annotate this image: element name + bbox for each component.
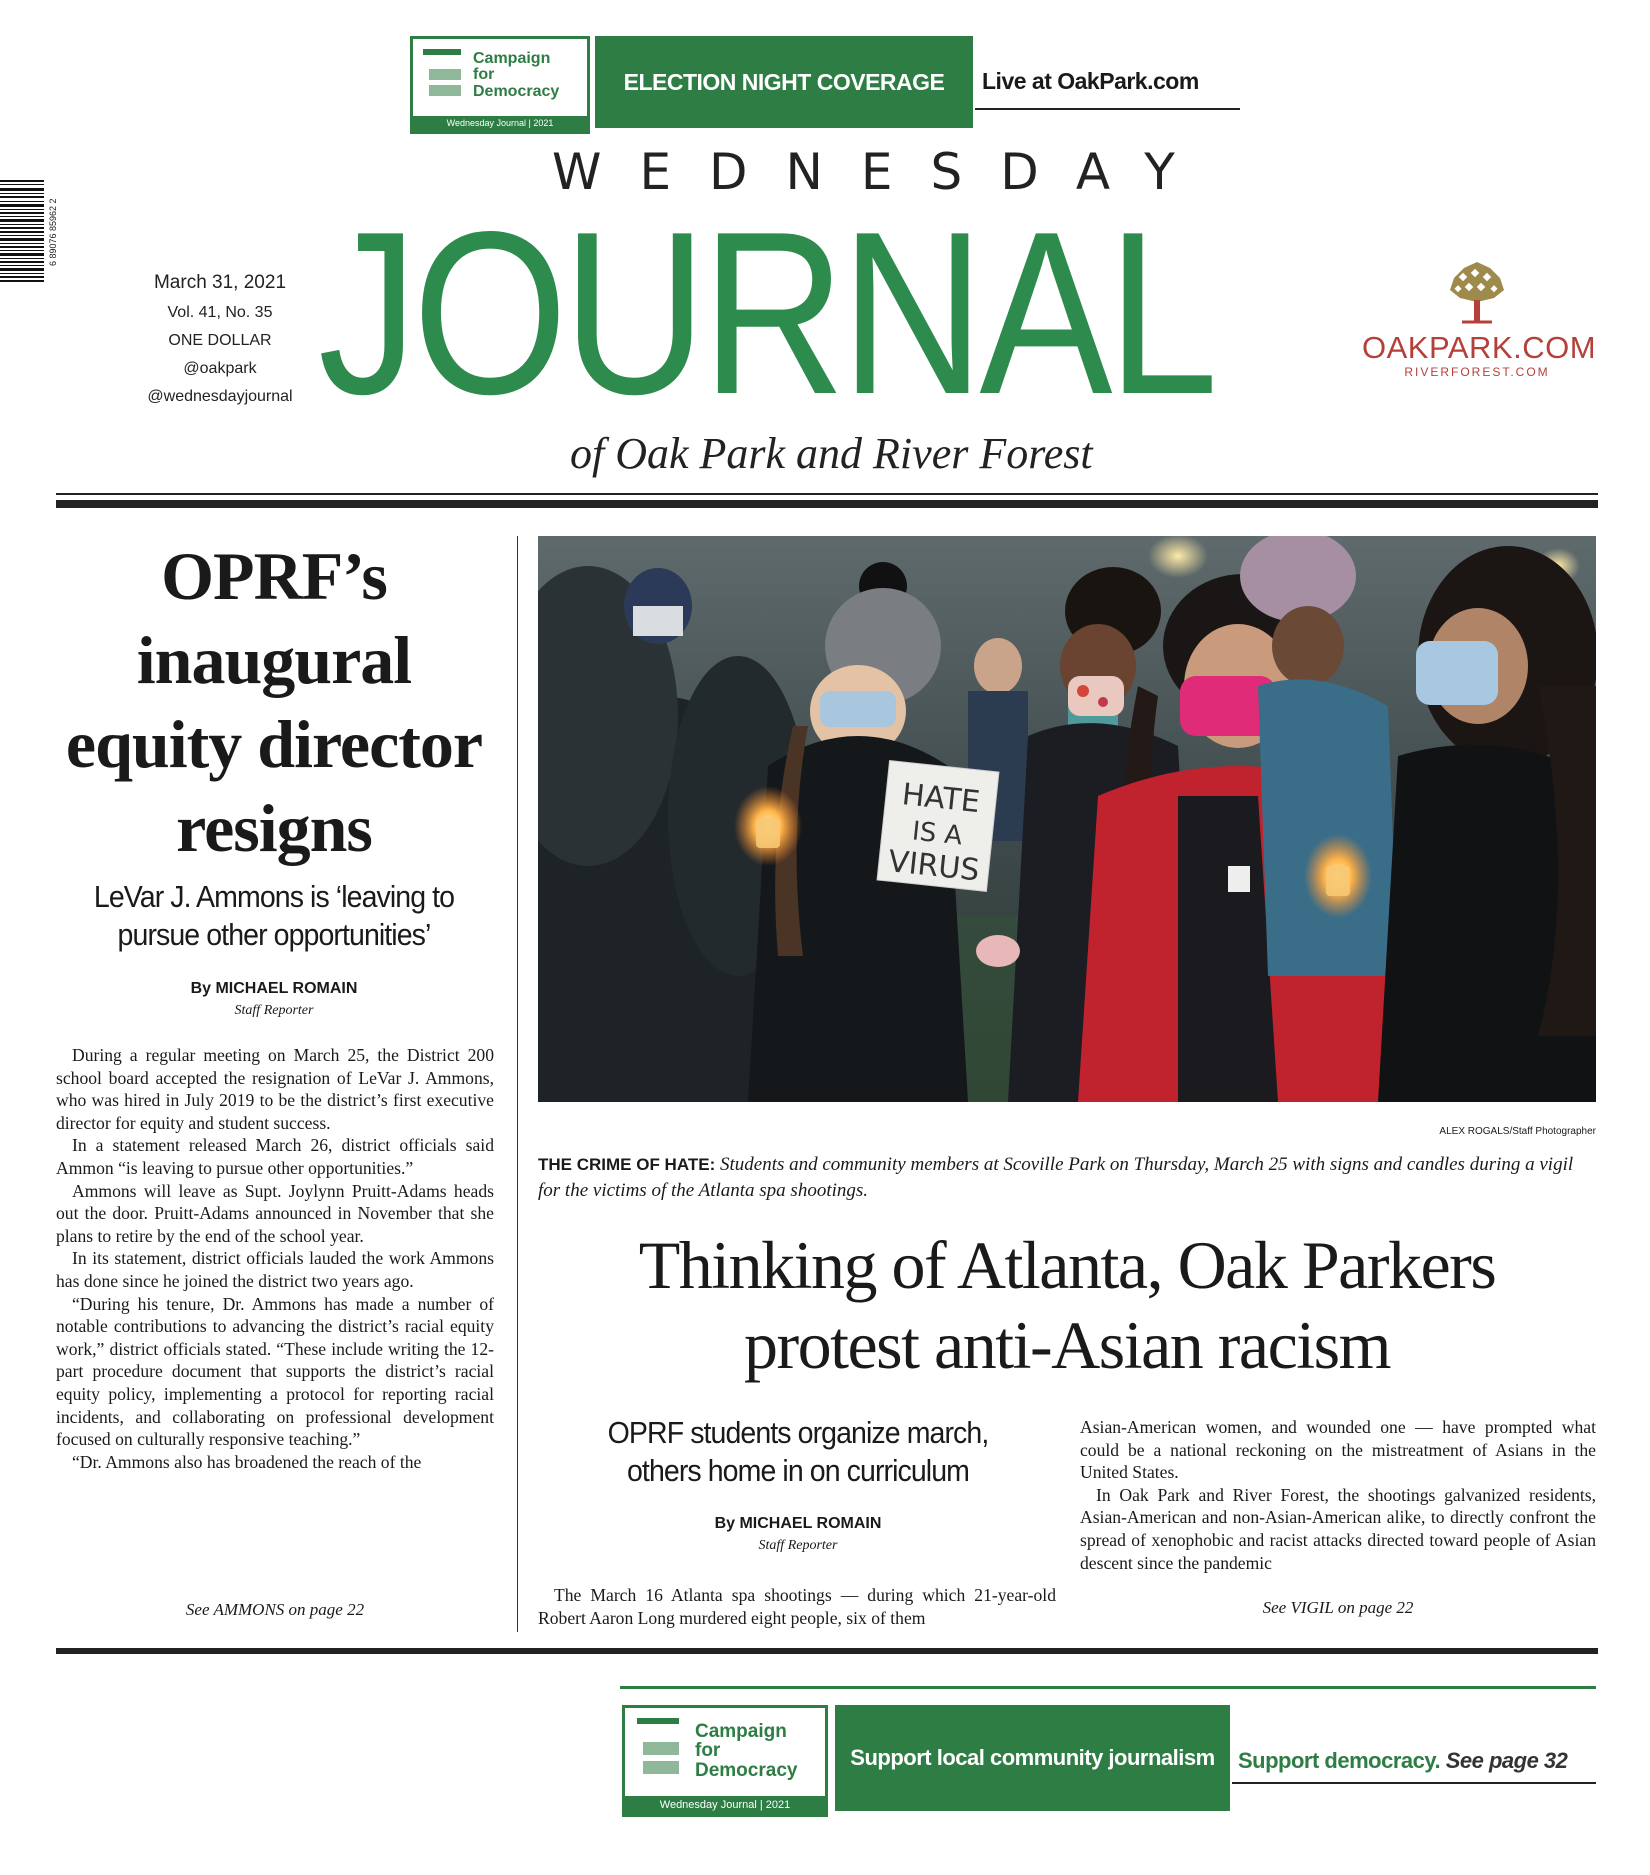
bottom-promo-rule [620, 1686, 1596, 1689]
article2-role: Staff Reporter [758, 1538, 838, 1553]
article1-paragraph: In a statement released March 26, district officials said Ammon “is leaving to pursue other opportunities.” [56, 1135, 494, 1178]
sign-line3: VIRUS [886, 844, 981, 889]
article2-headline[interactable] [538, 1225, 1596, 1385]
campaign-logo-top [410, 36, 590, 134]
logo-bar [423, 49, 461, 55]
column-divider [517, 536, 518, 1632]
article1-paragraph: “During his tenure, Dr. Ammons has made a number of notable contributions to advancing the district’s racial equity work,” district officials stated. “These include writing the 12-part procedure document that supports the district’s racial equity policy, implementing a protocol for reporting racial incidents, and collaborating on professional development focused on culturally responsive teaching.” [56, 1293, 494, 1450]
masthead-rule-thick [56, 500, 1598, 508]
support-journalism-box[interactable]: Support local community journalism [835, 1705, 1230, 1811]
logo-bar [643, 1761, 679, 1774]
social-handle-wednesdayjournal[interactable]: @wednesdayjournal [147, 388, 293, 405]
article2-paragraph: In Oak Park and River Forest, the shootings galvanized residents, Asian-American and non-Asian-American alike, to directly confront the spread of xenophobic and racist attacks directed toward people of Asian descent since the pandemic [1080, 1484, 1596, 1573]
article1-paragraph: Ammons will leave as Supt. Joylynn Pruitt-Adams heads out the door. Pruitt-Adams announced in November that she plans to retire by the end of the school year. [56, 1180, 494, 1246]
logo-line1: Campaign [473, 50, 551, 67]
campaign-logo-bottom [622, 1705, 828, 1817]
barcode [0, 178, 44, 286]
caption-text: Students and community members at Scoville Park on Thursday, March 25 with signs and candles during a vigil for the victims of the Atlanta spa shootings. [538, 1154, 1574, 1201]
article2-headline-line1: Thinking of Atlanta, Oak Parkers [638, 1227, 1496, 1303]
logo-footer: Wednesday Journal | 2021 [625, 1796, 825, 1814]
sign-line2: IS A [910, 816, 964, 852]
article1-jump[interactable]: See AMMONS on page 22 [185, 1600, 365, 1619]
brand-riverforest[interactable]: RIVERFOREST.COM [1404, 365, 1550, 379]
article1-byline: By MICHAEL ROMAIN [190, 980, 358, 997]
issue-date: March 31, 2021 [153, 272, 287, 293]
article2-jump[interactable]: See VIGIL on page 22 [1262, 1598, 1414, 1617]
barcode-number: 6 89076 85962 2 [48, 198, 58, 266]
issue-info [120, 272, 320, 406]
logo-line2: for [473, 66, 495, 84]
logo-bar [643, 1742, 679, 1755]
article2-paragraph: Asian-American women, and wounded one — have prompted what could be a national reckoning on the mistreatment of Asians in the United States. [1080, 1417, 1596, 1483]
article1-role: Staff Reporter [234, 1003, 314, 1018]
issue-price: ONE DOLLAR [168, 332, 272, 349]
bottom-rule [56, 1648, 1598, 1654]
article2-paragraph: The March 16 Atlanta spa shootings — during which 21-year-old Robert Aaron Long murdered eight people, six of them [538, 1585, 1056, 1628]
article2-body-col1 [538, 1584, 1056, 1629]
sign-line1: HATE [900, 777, 982, 821]
logo-line3: Democracy [473, 82, 560, 100]
logo-line2: for [695, 1740, 721, 1762]
masthead-journal: JOURNAL [318, 184, 1214, 443]
vigil-photo[interactable] [538, 536, 1596, 1102]
article1-paragraph: “Dr. Ammons also has broadened the reach of the [72, 1451, 422, 1472]
logo-bar [637, 1718, 679, 1724]
election-coverage-box[interactable]: ELECTION NIGHT COVERAGE [595, 36, 973, 128]
article1-dek: LeVar J. Ammons is ‘leaving to pursue other opportunities’ [93, 879, 455, 952]
article1-paragraph: In its statement, district officials lauded the work Ammons has done since he joined the district two years ago. [56, 1248, 494, 1291]
masthead-subtitle: of Oak Park and River Forest [570, 429, 1093, 478]
photo-caption [538, 1152, 1596, 1204]
support-democracy-tagline[interactable] [1238, 1748, 1567, 1774]
photo-credit: ALEX ROGALS/Staff Photographer [1439, 1126, 1596, 1137]
article2-dek: OPRF students organize march, others home in on curriculum [607, 1415, 989, 1488]
tagline-italic: See page 32 [1445, 1748, 1568, 1773]
masthead-rule-thin [56, 493, 1598, 495]
article1-paragraph: During a regular meeting on March 25, the District 200 school board accepted the resignation of LeVar J. Ammons, who was hired in July 2019 to be the district’s first executive director for equity and student success. [56, 1045, 494, 1133]
promo-rule [975, 108, 1240, 110]
logo-line1: Campaign [695, 1721, 787, 1742]
promo-tagline[interactable]: Live at OakPark.com [982, 68, 1199, 94]
bottom-promo-underline [1232, 1782, 1596, 1784]
tagline-bold: Support democracy. [1238, 1748, 1441, 1773]
logo-footer: Wednesday Journal | 2021 [413, 116, 587, 131]
masthead-wednesday: WEDNESDAY [552, 143, 1213, 201]
article2-body-col2 [1080, 1416, 1596, 1574]
social-handle-oakpark[interactable]: @oakpark [183, 360, 257, 377]
logo-bar [429, 85, 461, 96]
logo-line3: Democracy [695, 1759, 798, 1781]
oak-tree-icon [1442, 260, 1512, 328]
logo-bar [429, 69, 461, 80]
article1-headline[interactable]: OPRF’s inaugural equity director resigns [65, 538, 483, 866]
article2-headline-line2: protest anti-Asian racism [743, 1307, 1391, 1383]
brand-oakpark[interactable]: OAKPARK.COM [1362, 330, 1597, 365]
article1-body [56, 1044, 494, 1473]
caption-lead: THE CRIME OF HATE: [538, 1155, 716, 1174]
issue-volume: Vol. 41, No. 35 [167, 304, 273, 321]
article2-byline: By MICHAEL ROMAIN [714, 1515, 882, 1532]
